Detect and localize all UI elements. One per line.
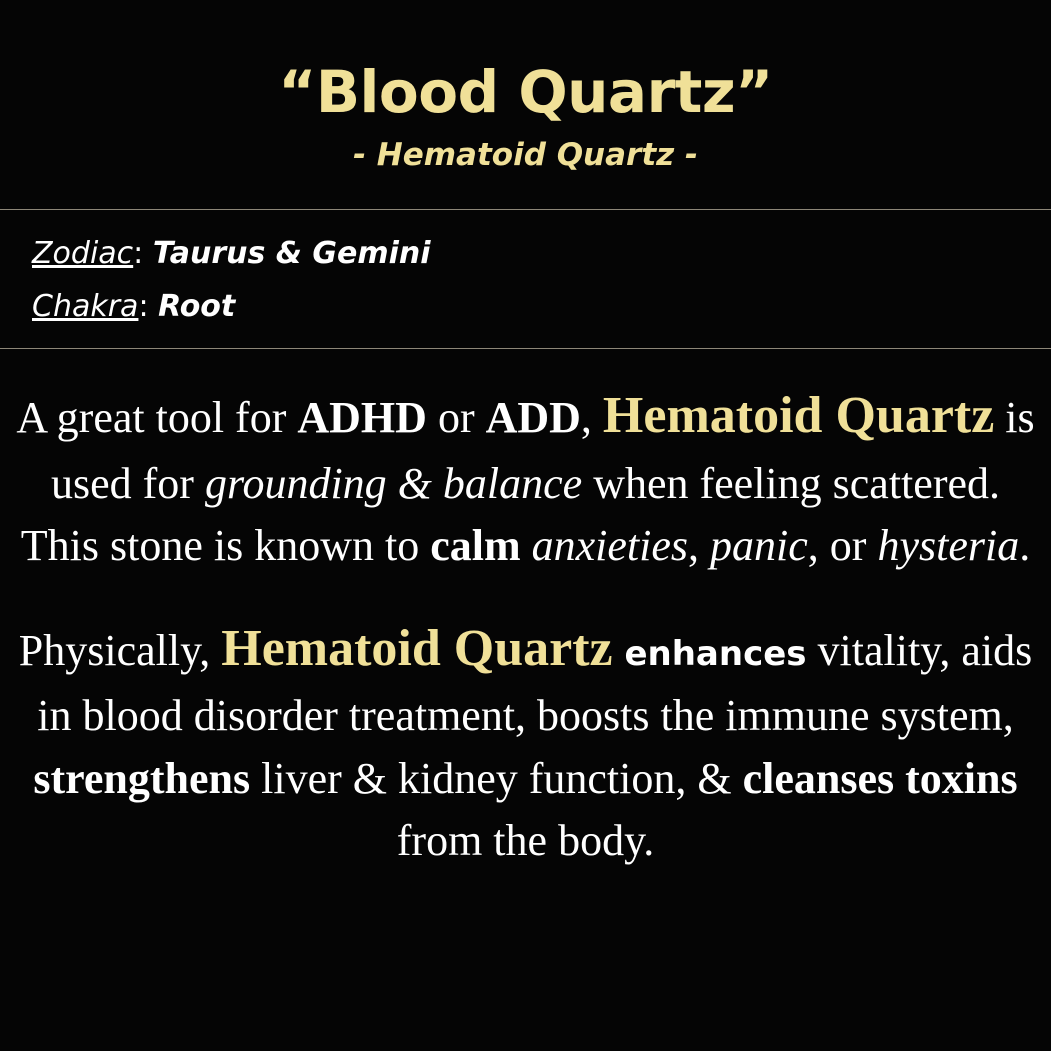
p1-grounding-balance: grounding & balance xyxy=(204,458,583,508)
attribute-row-chakra xyxy=(32,289,1051,324)
p2-strengthens: strengthens xyxy=(33,753,251,803)
p2-seg8: from the body. xyxy=(396,816,655,866)
attribute-value-zodiac: Taurus & Gemini xyxy=(152,235,431,271)
p1-hysteria: hysteria xyxy=(877,521,1020,571)
p2-seg6: liver & kidney function, & xyxy=(250,753,743,803)
attribute-value-chakra: Root xyxy=(158,288,236,324)
p2-cleanses-toxins: cleanses toxins xyxy=(742,753,1018,803)
p1-seg3: or xyxy=(426,392,486,442)
paragraph-emotional xyxy=(14,379,1037,578)
p1-seg16: . xyxy=(1019,521,1031,571)
page-subtitle: - Hematoid Quartz - xyxy=(353,136,698,173)
p1-seg7: is used for xyxy=(50,392,1035,508)
attribute-separator-chakra: : xyxy=(138,288,149,324)
attribute-row-zodiac xyxy=(32,236,1051,271)
p1-seg12: , xyxy=(688,521,711,571)
description-section xyxy=(0,349,1051,901)
p2-stone-name: Hematoid Quartz xyxy=(221,619,613,677)
p1-seg9: when feeling scattered. This stone is known to xyxy=(20,458,1000,571)
p1-add: ADD xyxy=(485,392,581,442)
p2-seg4: vitality, aids in blood disorder treatment, boosts the immune system, xyxy=(37,625,1033,741)
p1-adhd: ADHD xyxy=(297,392,427,442)
p1-stone-name: Hematoid Quartz xyxy=(602,386,995,444)
p2-enhances: enhances xyxy=(612,633,807,674)
p1-calm: calm xyxy=(430,521,521,571)
page-title: “Blood Quartz” xyxy=(278,58,773,126)
attribute-separator-zodiac: : xyxy=(133,235,144,271)
attributes-section xyxy=(0,210,1051,348)
p1-seg5: , xyxy=(580,392,603,442)
p1-anxieties: anxieties xyxy=(520,521,689,571)
p2-seg1: Physically, xyxy=(18,625,222,675)
p1-panic: panic xyxy=(710,521,808,571)
attribute-key-chakra: Chakra xyxy=(32,288,139,324)
card-header xyxy=(0,0,1051,173)
paragraph-physical xyxy=(14,612,1037,873)
attribute-key-zodiac: Zodiac xyxy=(32,235,134,271)
p1-seg1: A great tool for xyxy=(16,392,298,442)
p1-seg14: , or xyxy=(807,521,878,571)
